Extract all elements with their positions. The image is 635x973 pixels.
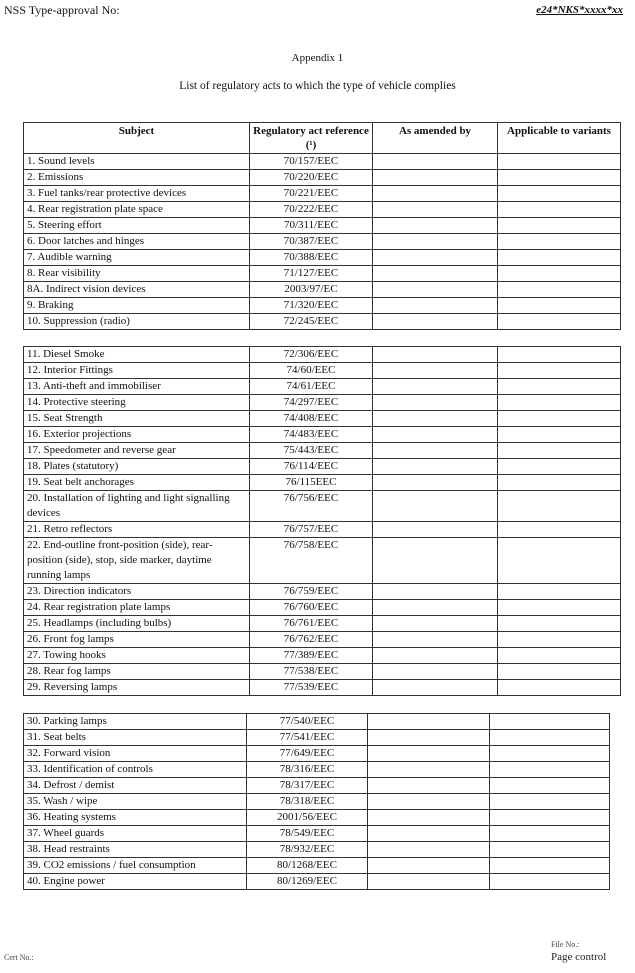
table-row: [24, 218, 621, 234]
table-row: [24, 874, 610, 890]
regulatory-act-cell: 71/127/EEC: [250, 266, 373, 282]
subject-cell: 3. Fuel tanks/rear protective devices: [24, 186, 250, 202]
regulatory-act-cell: 76/761/EEC: [250, 616, 373, 632]
applicable-to-variants-cell: [490, 842, 610, 858]
regulatory-act-cell: 2001/56/EEC: [247, 810, 368, 826]
applicable-to-variants-cell: [490, 762, 610, 778]
as-amended-by-cell: [373, 186, 498, 202]
table-row: [24, 664, 621, 680]
table-row: [24, 475, 621, 491]
table-row: [24, 842, 610, 858]
applicable-to-variants-cell: [498, 363, 621, 379]
header-regulatory-act: Regulatory act reference (¹): [250, 123, 373, 154]
subject-cell: 8A. Indirect vision devices: [24, 282, 250, 298]
regulatory-act-cell: 72/245/EEC: [250, 314, 373, 330]
as-amended-by-cell: [368, 874, 490, 890]
header-applicable-to-variants: Applicable to variants: [498, 123, 621, 154]
as-amended-by-cell: [368, 858, 490, 874]
as-amended-by-cell: [368, 778, 490, 794]
applicable-to-variants-cell: [498, 234, 621, 250]
page-control-label: Page control: [551, 951, 607, 963]
subject-cell: 5. Steering effort: [24, 218, 250, 234]
subject-cell: 13. Anti-theft and immobiliser: [24, 379, 250, 395]
table-row: [24, 282, 621, 298]
applicable-to-variants-cell: [498, 282, 621, 298]
regulatory-act-cell: 74/408/EEC: [250, 411, 373, 427]
subject-cell: 39. CO2 emissions / fuel consumption: [24, 858, 247, 874]
as-amended-by-cell: [373, 170, 498, 186]
as-amended-by-cell: [373, 427, 498, 443]
table-row: [24, 730, 610, 746]
as-amended-by-cell: [373, 491, 498, 522]
table-row: [24, 379, 621, 395]
as-amended-by-cell: [368, 842, 490, 858]
as-amended-by-cell: [373, 218, 498, 234]
as-amended-by-cell: [373, 202, 498, 218]
applicable-to-variants-cell: [498, 443, 621, 459]
applicable-to-variants-cell: [498, 632, 621, 648]
table-row: [24, 600, 621, 616]
as-amended-by-cell: [368, 826, 490, 842]
subject-cell: 40. Engine power: [24, 874, 247, 890]
table-row: [24, 186, 621, 202]
regulatory-act-cell: 74/297/EEC: [250, 395, 373, 411]
table-row: [24, 170, 621, 186]
regulatory-act-cell: 78/549/EEC: [247, 826, 368, 842]
table-row: [24, 778, 610, 794]
applicable-to-variants-cell: [490, 826, 610, 842]
subject-cell: 35. Wash / wipe: [24, 794, 247, 810]
as-amended-by-cell: [373, 584, 498, 600]
as-amended-by-cell: [373, 395, 498, 411]
table-row: [24, 680, 621, 696]
table-row: [24, 538, 621, 584]
table-row: [24, 411, 621, 427]
table-row: [24, 443, 621, 459]
applicable-to-variants-cell: [498, 218, 621, 234]
regulatory-act-cell: 77/389/EEC: [250, 648, 373, 664]
as-amended-by-cell: [373, 314, 498, 330]
regulatory-act-cell: 70/221/EEC: [250, 186, 373, 202]
as-amended-by-cell: [373, 600, 498, 616]
regulatory-act-cell: 74/60/EEC: [250, 363, 373, 379]
regulatory-act-cell: 76/756/EEC: [250, 491, 373, 522]
subject-cell: 28. Rear fog lamps: [24, 664, 250, 680]
subject-cell: 18. Plates (statutory): [24, 459, 250, 475]
regulatory-act-cell: 70/311/EEC: [250, 218, 373, 234]
regulatory-act-cell: 76/762/EEC: [250, 632, 373, 648]
applicable-to-variants-cell: [498, 664, 621, 680]
as-amended-by-cell: [373, 475, 498, 491]
table-row: [24, 266, 621, 282]
regulatory-act-cell: 70/387/EEC: [250, 234, 373, 250]
applicable-to-variants-cell: [498, 314, 621, 330]
subject-cell: 9. Braking: [24, 298, 250, 314]
applicable-to-variants-cell: [498, 266, 621, 282]
as-amended-by-cell: [373, 411, 498, 427]
table-row: [24, 347, 621, 363]
subject-cell: 38. Head restraints: [24, 842, 247, 858]
applicable-to-variants-cell: [498, 459, 621, 475]
applicable-to-variants-cell: [498, 475, 621, 491]
table-row: [24, 154, 621, 170]
type-approval-label: NSS Type-approval No:: [4, 3, 120, 17]
as-amended-by-cell: [373, 616, 498, 632]
subject-cell: 25. Headlamps (including bulbs): [24, 616, 250, 632]
table-row: [24, 395, 621, 411]
as-amended-by-cell: [373, 266, 498, 282]
as-amended-by-cell: [373, 459, 498, 475]
applicable-to-variants-cell: [498, 298, 621, 314]
regulatory-act-cell: 76/758/EEC: [250, 538, 373, 584]
subject-cell: 19. Seat belt anchorages: [24, 475, 250, 491]
table-row: [24, 522, 621, 538]
applicable-to-variants-cell: [498, 347, 621, 363]
regulatory-act-cell: 74/61/EEC: [250, 379, 373, 395]
as-amended-by-cell: [368, 762, 490, 778]
as-amended-by-cell: [373, 250, 498, 266]
subject-cell: 8. Rear visibility: [24, 266, 250, 282]
list-subtitle: List of regulatory acts to which the type of vehicle complies: [179, 80, 456, 92]
applicable-to-variants-cell: [498, 427, 621, 443]
table-row: [24, 714, 610, 730]
subject-cell: 1. Sound levels: [24, 154, 250, 170]
applicable-to-variants-cell: [490, 714, 610, 730]
type-approval-number: e24*NKS*xxxx*xx: [536, 4, 623, 16]
applicable-to-variants-cell: [490, 858, 610, 874]
table-row: [24, 762, 610, 778]
as-amended-by-cell: [373, 443, 498, 459]
table-row: [24, 427, 621, 443]
subject-cell: 22. End-outline front-position (side), rear-position (side), stop, side marker, daytime running lamps: [24, 538, 250, 584]
table-row: [24, 491, 621, 522]
subject-cell: 15. Seat Strength: [24, 411, 250, 427]
regulatory-act-cell: 2003/97/EC: [250, 282, 373, 298]
as-amended-by-cell: [373, 632, 498, 648]
applicable-to-variants-cell: [498, 648, 621, 664]
as-amended-by-cell: [373, 522, 498, 538]
applicable-to-variants-cell: [490, 746, 610, 762]
applicable-to-variants-cell: [498, 379, 621, 395]
regulatory-act-cell: 78/316/EEC: [247, 762, 368, 778]
as-amended-by-cell: [368, 730, 490, 746]
subject-cell: 14. Protective steering: [24, 395, 250, 411]
subject-cell: 31. Seat belts: [24, 730, 247, 746]
regulatory-act-cell: 70/220/EEC: [250, 170, 373, 186]
as-amended-by-cell: [373, 282, 498, 298]
table-row: [24, 314, 621, 330]
applicable-to-variants-cell: [498, 170, 621, 186]
header-as-amended-by: As amended by: [373, 123, 498, 154]
regulatory-act-cell: 71/320/EEC: [250, 298, 373, 314]
subject-cell: 32. Forward vision: [24, 746, 247, 762]
applicable-to-variants-cell: [490, 778, 610, 794]
table-row: [24, 648, 621, 664]
applicable-to-variants-cell: [498, 522, 621, 538]
regulatory-act-cell: 76/115EEC: [250, 475, 373, 491]
subject-cell: 12. Interior Fittings: [24, 363, 250, 379]
applicable-to-variants-cell: [498, 154, 621, 170]
applicable-to-variants-cell: [498, 395, 621, 411]
regulatory-acts-table-2: [23, 346, 621, 696]
regulatory-act-cell: 72/306/EEC: [250, 347, 373, 363]
header-subject: Subject: [24, 123, 250, 154]
applicable-to-variants-cell: [498, 616, 621, 632]
regulatory-act-cell: 77/541/EEC: [247, 730, 368, 746]
table-row: [24, 202, 621, 218]
regulatory-act-cell: 77/538/EEC: [250, 664, 373, 680]
as-amended-by-cell: [368, 714, 490, 730]
table-row: [24, 584, 621, 600]
regulatory-act-cell: 77/649/EEC: [247, 746, 368, 762]
subject-cell: 20. Installation of lighting and light signalling devices: [24, 491, 250, 522]
as-amended-by-cell: [368, 794, 490, 810]
regulatory-act-cell: 70/388/EEC: [250, 250, 373, 266]
file-no-label: File No.:: [551, 940, 580, 949]
appendix-title: Appendix 1: [291, 52, 344, 64]
table-row: [24, 234, 621, 250]
regulatory-act-cell: 74/483/EEC: [250, 427, 373, 443]
as-amended-by-cell: [373, 154, 498, 170]
table-row: [24, 298, 621, 314]
table-row: [24, 746, 610, 762]
subject-cell: 11. Diesel Smoke: [24, 347, 250, 363]
applicable-to-variants-cell: [498, 202, 621, 218]
subject-cell: 7. Audible warning: [24, 250, 250, 266]
as-amended-by-cell: [368, 746, 490, 762]
as-amended-by-cell: [373, 379, 498, 395]
subject-cell: 21. Retro reflectors: [24, 522, 250, 538]
as-amended-by-cell: [373, 648, 498, 664]
regulatory-act-cell: 78/932/EEC: [247, 842, 368, 858]
applicable-to-variants-cell: [498, 491, 621, 522]
subject-cell: 16. Exterior projections: [24, 427, 250, 443]
subject-cell: 33. Identification of controls: [24, 762, 247, 778]
as-amended-by-cell: [373, 234, 498, 250]
table-row: [24, 616, 621, 632]
applicable-to-variants-cell: [498, 186, 621, 202]
regulatory-act-cell: 76/760/EEC: [250, 600, 373, 616]
applicable-to-variants-cell: [498, 538, 621, 584]
table-row: [24, 858, 610, 874]
applicable-to-variants-cell: [490, 874, 610, 890]
subject-cell: 4. Rear registration plate space: [24, 202, 250, 218]
regulatory-act-cell: 70/222/EEC: [250, 202, 373, 218]
subject-cell: 6. Door latches and hinges: [24, 234, 250, 250]
applicable-to-variants-cell: [498, 411, 621, 427]
as-amended-by-cell: [373, 363, 498, 379]
regulatory-act-cell: 78/317/EEC: [247, 778, 368, 794]
subject-cell: 10. Suppression (radio): [24, 314, 250, 330]
subject-cell: 37. Wheel guards: [24, 826, 247, 842]
subject-cell: 24. Rear registration plate lamps: [24, 600, 250, 616]
subject-cell: 34. Defrost / demist: [24, 778, 247, 794]
as-amended-by-cell: [373, 680, 498, 696]
subject-cell: 2. Emissions: [24, 170, 250, 186]
regulatory-act-cell: 80/1269/EEC: [247, 874, 368, 890]
regulatory-act-cell: 70/157/EEC: [250, 154, 373, 170]
regulatory-acts-table-3: [23, 713, 610, 890]
subject-cell: 36. Heating systems: [24, 810, 247, 826]
subject-cell: 17. Speedometer and reverse gear: [24, 443, 250, 459]
table-row: [24, 363, 621, 379]
applicable-to-variants-cell: [490, 810, 610, 826]
subject-cell: 23. Direction indicators: [24, 584, 250, 600]
subject-cell: 26. Front fog lamps: [24, 632, 250, 648]
table-row: [24, 794, 610, 810]
subject-cell: 30. Parking lamps: [24, 714, 247, 730]
regulatory-act-cell: 76/114/EEC: [250, 459, 373, 475]
table-row: [24, 250, 621, 266]
regulatory-act-cell: 78/318/EEC: [247, 794, 368, 810]
table-row: [24, 810, 610, 826]
table-row: [24, 632, 621, 648]
table-row: [24, 459, 621, 475]
applicable-to-variants-cell: [498, 584, 621, 600]
applicable-to-variants-cell: [490, 730, 610, 746]
as-amended-by-cell: [373, 347, 498, 363]
regulatory-act-cell: 80/1268/EEC: [247, 858, 368, 874]
as-amended-by-cell: [373, 298, 498, 314]
subject-cell: 27. Towing hooks: [24, 648, 250, 664]
applicable-to-variants-cell: [498, 680, 621, 696]
applicable-to-variants-cell: [498, 600, 621, 616]
regulatory-act-cell: 76/757/EEC: [250, 522, 373, 538]
regulatory-act-cell: 75/443/EEC: [250, 443, 373, 459]
regulatory-act-cell: 76/759/EEC: [250, 584, 373, 600]
regulatory-act-cell: 77/540/EEC: [247, 714, 368, 730]
as-amended-by-cell: [368, 810, 490, 826]
regulatory-act-cell: 77/539/EEC: [250, 680, 373, 696]
table-row: [24, 826, 610, 842]
applicable-to-variants-cell: [490, 794, 610, 810]
applicable-to-variants-cell: [498, 250, 621, 266]
as-amended-by-cell: [373, 664, 498, 680]
as-amended-by-cell: [373, 538, 498, 584]
cert-no-label: Cert No.:: [4, 953, 34, 962]
subject-cell: 29. Reversing lamps: [24, 680, 250, 696]
regulatory-acts-table-1: [23, 122, 621, 330]
